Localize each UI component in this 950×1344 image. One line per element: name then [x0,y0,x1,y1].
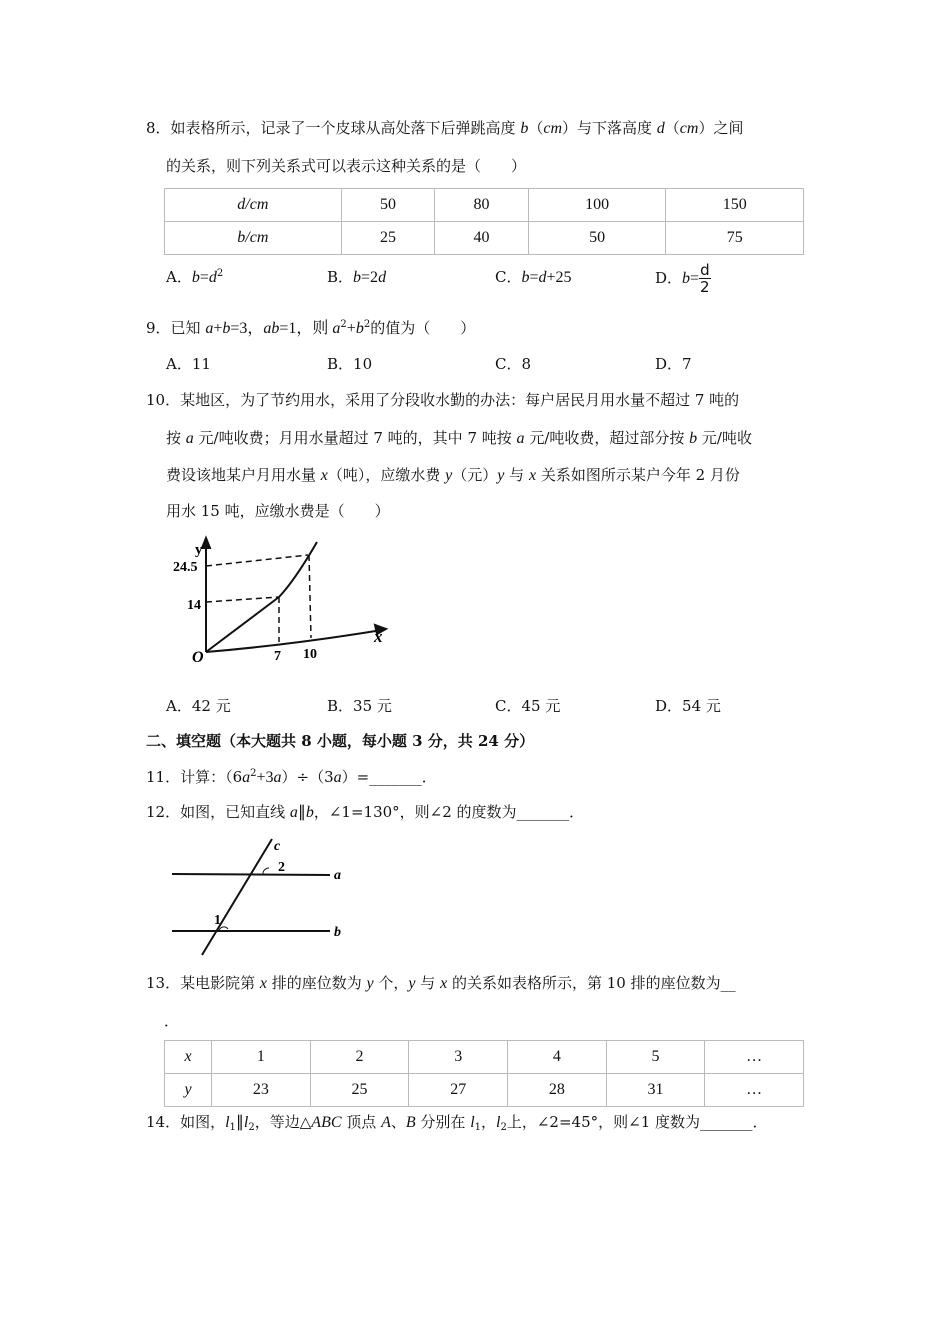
text-segment: 元/吨收 [697,429,752,447]
text-segment: 2 [216,268,224,279]
text-segment: B． [327,268,354,286]
text-segment: （吨），应缴水费 [327,466,446,484]
text-segment: 按 [166,429,186,447]
q11-text [146,767,437,788]
table-row [165,1074,804,1107]
table-cell: 31 [606,1074,705,1107]
text-segment: （ [664,119,680,137]
math-variable: y [366,975,374,992]
text-segment: 的关系，则下列关系式可以表示这种关系的是（ ） [166,157,527,175]
row-header-cell: x [165,1041,212,1074]
q8-table [164,188,804,255]
table-row [165,189,804,222]
q8-option-d-prefix [655,269,699,287]
text-segment: 2 [248,1122,255,1133]
text-segment: ）之间 [698,119,744,137]
q9-option-c: C．8 [495,355,532,373]
table-cell: 23 [212,1074,311,1107]
q13-text-line2 [164,1011,179,1031]
math-variable: d [378,269,387,286]
label-c: c [274,839,281,854]
text-segment: ）与下落高度 [562,119,657,137]
text-segment: 排的座位数为 [266,974,367,992]
q12-figure [160,832,360,960]
math-variable: l [496,1114,501,1131]
text-segment: 12．如图，已知直线 [146,803,290,821]
q9-text [146,318,475,339]
text-segment: ， [481,1113,497,1131]
text-segment: （ [528,119,544,137]
text-segment: +25 [546,269,572,286]
table-cell: 28 [508,1074,607,1107]
text-segment: ． [164,1012,180,1030]
text-segment: ． [752,1113,768,1131]
q8-text-line1 [146,118,743,139]
text-segment: 分别在 [415,1113,471,1131]
table-cell: 27 [409,1074,508,1107]
math-variable: a [332,320,341,337]
text-segment: 2 [500,1122,507,1133]
table-cell: … [705,1041,804,1074]
label-angle-2: 2 [278,860,285,875]
dash-24-5 [206,555,308,566]
text-segment: 个， [373,974,409,992]
q10-text-line4 [166,501,390,521]
row-header-cell: d/cm [165,189,342,222]
text-segment: 与 [504,466,529,484]
row-header-cell: b/cm [165,222,342,255]
text-segment: （元） [452,466,498,484]
text-segment: _______ [516,803,570,821]
q10-option-d: D．54 元 [655,697,721,715]
x-axis-label: x [374,627,383,646]
math-variable: x [440,975,448,992]
text-segment: 2 [340,319,347,330]
y-tick-14: 14 [187,598,201,613]
math-variable: b [355,320,364,337]
text-segment: 1 [474,1122,482,1133]
text-segment: 元/吨收费，超过部分按 [524,429,690,447]
math-variable: d [208,269,217,286]
math-variable: b [305,804,314,821]
fraction-denominator: 2 [700,278,710,296]
math-variable: b [689,430,698,447]
text-segment: 元/吨收费；月用水量超过 7 吨的，其中 7 吨按 [193,429,517,447]
text-segment: 顶点 [341,1113,382,1131]
q10-text-line2 [166,428,752,449]
label-angle-1: 1 [214,913,221,928]
math-variable: d [538,269,547,286]
q9-option-a: A．11 [166,355,211,373]
q13-text-line1 [146,973,736,994]
text-segment: ． [569,803,585,821]
x-tick-7: 7 [274,649,281,664]
q13-table [164,1040,804,1107]
text-segment: =1，则 [279,320,333,337]
math-variable: x [320,467,328,484]
table-cell: 150 [666,189,804,222]
math-variable: a [289,804,298,821]
q10-option-a: A．42 元 [166,697,231,715]
math-variable: b [353,269,362,286]
table-cell: 75 [666,222,804,255]
text-segment: 2 [363,319,371,330]
text-segment: 11．计算：（6 [146,768,243,786]
table-cell: 4 [508,1041,607,1074]
line-c [202,839,272,955]
row-header-cell: y [165,1074,212,1107]
text-segment: + [346,320,356,337]
text-segment: ∥ [235,1114,244,1131]
dash-10 [309,555,311,638]
table-cell: 1 [212,1041,311,1074]
text-segment: 、 [390,1113,406,1131]
dash-14 [206,597,279,602]
text-segment: __ [720,974,736,992]
math-variable: l [243,1114,249,1131]
text-segment: 的关系如表格所示，第 10 排的座位数为 [447,974,721,992]
math-variable: cm [679,120,699,137]
q8-option-a [166,267,223,288]
segment-1 [206,597,279,652]
math-variable: y [445,467,453,484]
math-variable: a [205,320,214,337]
q9-option-b: B．10 [327,355,373,373]
q8-text-line2 [166,156,526,176]
fraction [699,262,711,295]
y-axis-label: y [195,542,203,558]
text-segment: ）= [341,768,370,786]
q12-text [146,802,584,823]
q8-option-d [655,262,711,295]
text-segment: = [690,269,700,287]
text-segment: 与 [415,974,441,992]
text-segment: 上，∠2=45°，则∠1 度数为 [506,1113,701,1131]
text-segment: ）÷（3 [281,768,334,786]
table-cell: 3 [409,1041,508,1074]
text-segment: A． [166,268,192,286]
table-cell: 50 [528,222,666,255]
text-segment: 费设该地某户月用水量 [166,466,321,484]
q9-option-d: D．7 [655,355,692,373]
text-segment: +3 [256,769,274,786]
q8-option-c [495,267,572,288]
table-cell: 2 [310,1041,409,1074]
math-variable: b [520,120,529,137]
text-segment: ，∠1=130°，则∠2 的度数为 [313,803,517,821]
table-cell: 100 [528,189,666,222]
math-variable: b [521,269,530,286]
table-cell: 5 [606,1041,705,1074]
text-segment: ∥ [297,804,306,821]
text-segment: 关系如图所示某户今年 2 月份 [536,466,740,484]
table-cell: 25 [341,222,435,255]
text-segment: 13．某电影院第 [146,974,260,992]
label-b: b [334,925,341,940]
q8-option-b [327,267,386,288]
math-variable: a [185,430,194,447]
math-variable: a [516,430,525,447]
math-variable: y [408,975,416,992]
q10-text-line3 [166,465,740,486]
text-segment: D． [655,268,683,287]
text-segment: ． [421,768,437,786]
math-variable: ABC [311,1114,342,1131]
text-segment: =3， [230,320,264,337]
math-variable: ab [263,320,280,337]
text-segment: 的值为（ ） [370,319,476,337]
text-segment: 14．如图， [146,1113,226,1131]
q10-graph [160,530,410,670]
text-segment: 2 [250,768,257,779]
y-tick-24-5: 24.5 [173,560,198,575]
text-segment: 9．已知 [146,319,206,337]
text-segment: ，等边△ [254,1113,312,1131]
text-segment: C． [495,268,522,286]
math-variable: b [682,269,691,287]
q10-option-b: B．35 元 [327,697,392,715]
label-a: a [334,868,341,883]
table-cell: 40 [435,222,529,255]
text-segment: + [213,320,223,337]
math-variable: b [191,269,200,286]
text-segment: _______ [369,768,422,786]
math-variable: l [470,1114,475,1131]
y-axis-arrow [202,538,210,548]
origin-label: O [192,649,204,666]
segment-2 [279,542,317,597]
math-variable: cm [543,120,562,137]
table-cell: 80 [435,189,529,222]
text-segment: 10．某地区，为了节约用水，采用了分段收水勤的办法：每户居民月用水量不超过 7 吨的 [146,391,740,409]
math-variable: a [273,769,282,786]
table-cell: … [705,1074,804,1107]
section-heading: 二、填空题（本大题共 8 小题，每小题 3 分，共 24 分） [146,732,535,750]
text-segment: 用水 15 吨，应缴水费是（ ） [166,502,390,520]
text-segment: =2 [361,269,379,286]
x-tick-10: 10 [303,647,317,662]
table-row [165,222,804,255]
table-row [165,1041,804,1074]
math-variable: l [225,1114,230,1131]
math-variable: x [259,975,267,992]
q14-text [146,1112,768,1133]
math-variable: y [497,467,505,484]
table-cell: 50 [341,189,435,222]
math-variable: b [222,320,231,337]
text-segment: = [529,269,539,286]
text-segment: 8．如表格所示，记录了一个皮球从高处落下后弹跳高度 [146,119,521,137]
math-variable: B [405,1114,416,1131]
math-variable: A [381,1114,391,1131]
text-segment: _______ [700,1113,753,1131]
math-variable: x [528,467,537,484]
math-variable: d [656,120,665,137]
q10-text-line1 [146,390,739,410]
text-segment: = [199,269,209,286]
table-cell: 25 [310,1074,409,1107]
math-variable: a [242,769,251,786]
text-segment: 1 [229,1122,236,1133]
math-variable: a [333,769,342,786]
q10-option-c: C．45 元 [495,697,561,715]
fraction-numerator: d [700,261,710,279]
